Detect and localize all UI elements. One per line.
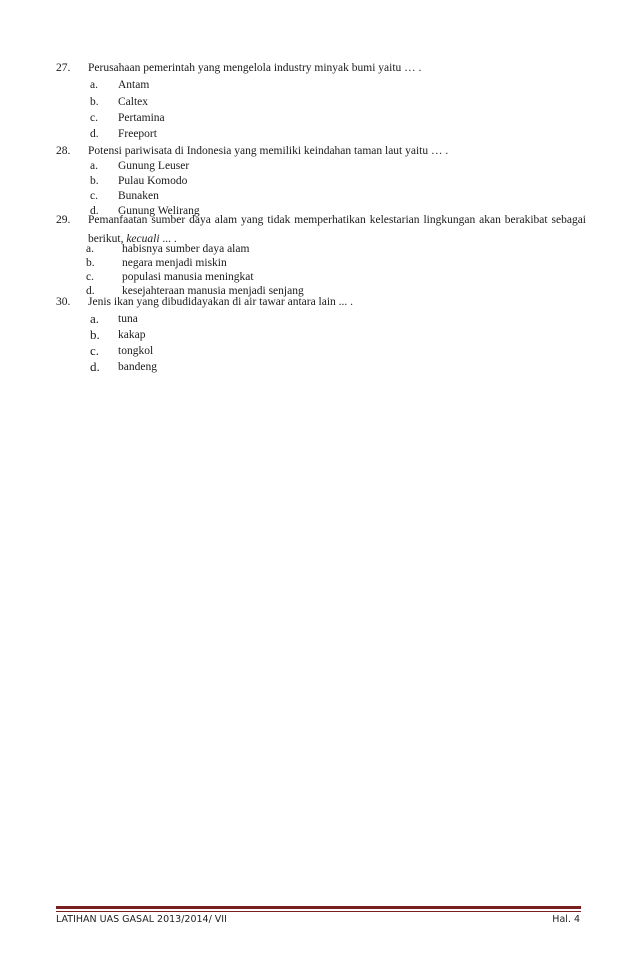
option-letter: c.: [90, 112, 98, 124]
question-27: [56, 60, 586, 76]
option-letter: c.: [86, 271, 94, 283]
question-text: Jenis ikan yang dibudidayakan di air tawar antara lain ... .: [88, 296, 354, 308]
footer-rule-thick: [56, 906, 581, 909]
option-text: Caltex: [118, 96, 149, 108]
option-text: Pulau Komodo: [118, 175, 188, 187]
question-number: 30.: [56, 296, 71, 308]
option-letter: a.: [90, 79, 98, 91]
question-number: 28.: [56, 145, 71, 157]
option-letter: d.: [90, 128, 99, 140]
question-text-tail: ... .: [159, 233, 177, 245]
option-letter: d.: [90, 205, 99, 217]
page-number: Hal. 4: [552, 914, 580, 925]
option-letter: a.: [90, 160, 98, 172]
option-text: negara menjadi miskin: [122, 257, 227, 269]
option-letter: b.: [90, 96, 99, 108]
option-letter: c.: [90, 190, 98, 202]
question-28: [56, 143, 586, 159]
option-text: Gunung Welirang: [118, 205, 200, 217]
question-text: Potensi pariwisata di Indonesia yang memiliki keindahan taman laut yaitu … .: [88, 145, 449, 157]
footer-rule-thin: [56, 911, 581, 912]
question-30: [56, 294, 586, 310]
option-letter: c.: [90, 343, 100, 358]
option-text: Antam: [118, 79, 150, 91]
option-letter: d.: [90, 359, 100, 374]
question-text-emphasis: kecuali: [126, 233, 160, 245]
option-text: Pertamina: [118, 112, 165, 124]
option-letter: b.: [90, 175, 99, 187]
footer-title: LATIHAN UAS GASAL 2013/2014/ VII: [56, 914, 227, 925]
option-text: bandeng: [118, 361, 157, 373]
option-letter: b.: [90, 327, 100, 342]
question-text-main: Pemanfaatan sumber daya alam yang tidak memperhatikan kelestarian lingkungan akan berakibat sebagai berikut,: [88, 214, 586, 245]
option-text: Gunung Leuser: [118, 160, 190, 172]
option-text: Freeport: [118, 128, 157, 140]
option-letter: b.: [86, 257, 95, 269]
question-number: 29.: [56, 214, 71, 226]
option-letter: a.: [86, 243, 94, 255]
question-number: 27.: [56, 62, 71, 74]
option-text: tongkol: [118, 345, 154, 357]
question-text: Perusahaan pemerintah yang mengelola industry minyak bumi yaitu … .: [88, 62, 422, 74]
option-text: Bunaken: [118, 190, 159, 202]
option-text: kakap: [118, 329, 146, 341]
option-text: habisnya sumber daya alam: [122, 243, 250, 255]
option-text: kesejahteraan manusia menjadi senjang: [122, 285, 304, 297]
option-text: tuna: [118, 313, 138, 325]
option-text: populasi manusia meningkat: [122, 271, 254, 283]
option-letter: d.: [86, 285, 95, 297]
option-letter: a.: [90, 311, 100, 326]
